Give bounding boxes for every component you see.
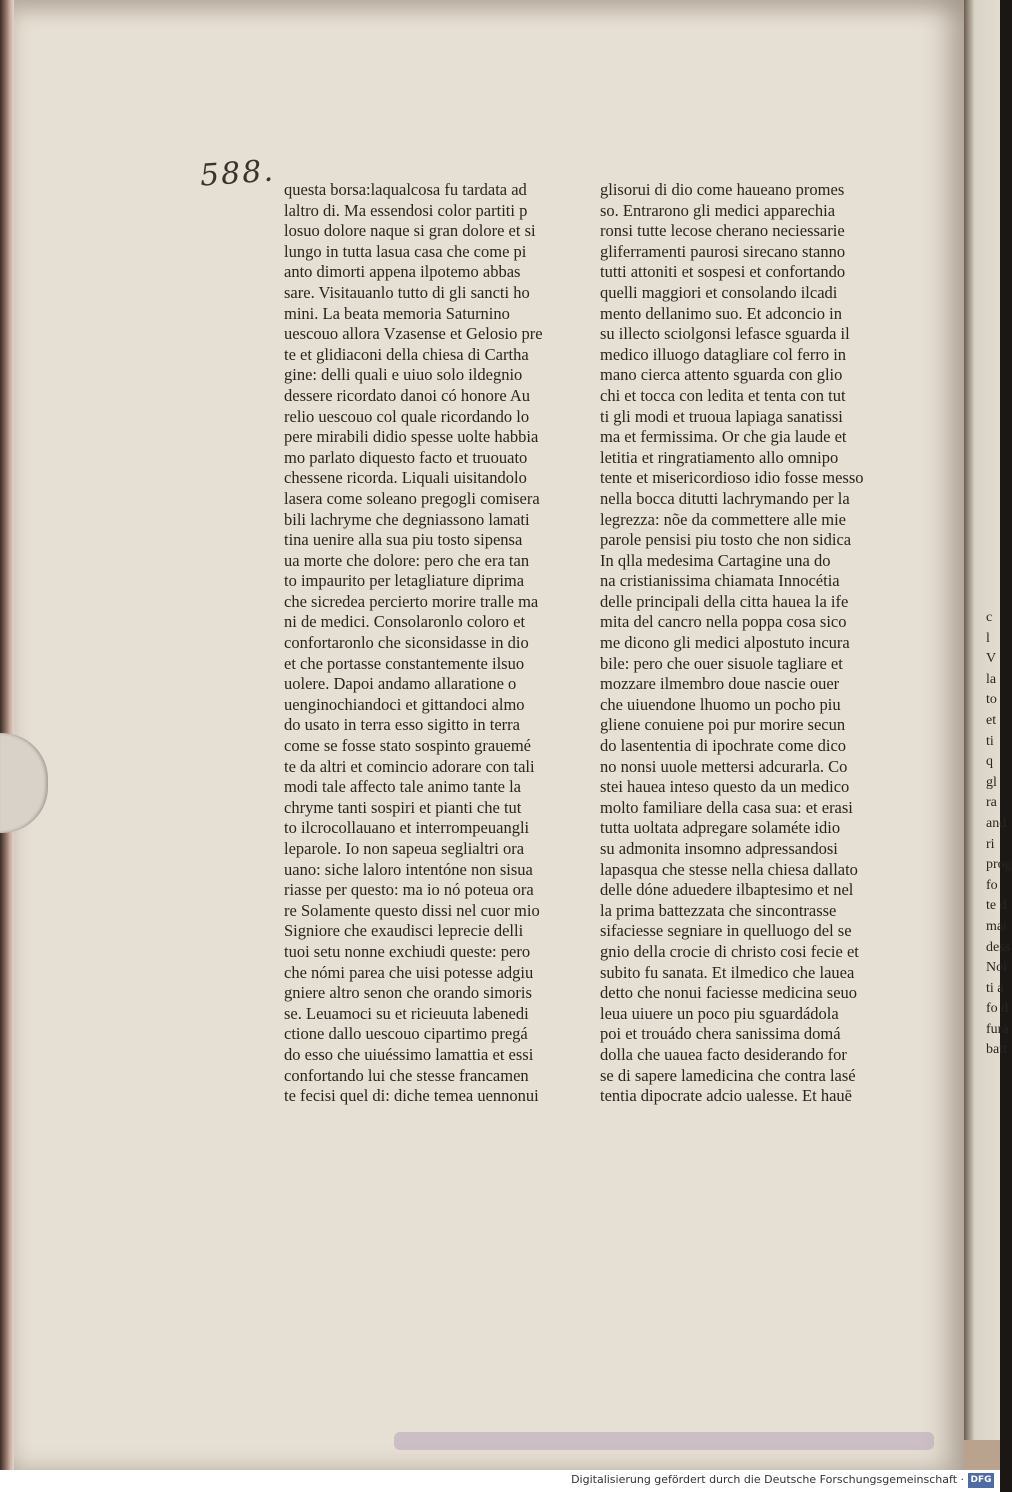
text-line: tina uenire alla sua piu tosto sipensa <box>284 530 523 550</box>
text-line: me dicono gli medici alpostuto incura <box>600 633 850 653</box>
text-line: sifaciesse segniare in quelluogo del se <box>600 921 852 941</box>
text-line: tente et misericordioso idio fosse messo <box>600 468 864 488</box>
text-line: ti a <box>986 980 1004 996</box>
text-line: V <box>986 651 997 667</box>
text-line: tentia dipocrate adcio ualesse. Et hauē <box>600 1086 852 1106</box>
text-line: bile: pero che ouer sisuole tagliare et <box>600 653 843 673</box>
text-line: la <box>986 671 997 687</box>
text-line: c <box>986 610 993 625</box>
text-line: stei hauea inteso questo da un medico <box>600 777 850 797</box>
funding-notice: Digitalisierung gefördert durch die Deutsche Forschungsgemeinschaft · <box>571 1473 964 1486</box>
text-line: come se fosse stato sospinto grauemé <box>284 736 531 756</box>
text-line: pere mirabili didio spesse uolte habbia <box>284 427 539 447</box>
text-line: ti <box>986 733 994 749</box>
text-line: leua uiuere un poco piu sguardádola <box>600 1003 839 1023</box>
text-line: gnio della crocie di christo cosi fecie et <box>600 941 859 961</box>
text-line: tutti attoniti et sospesi et confortando <box>600 262 846 282</box>
text-line: ri <box>986 836 995 852</box>
text-line: batt <box>986 1042 1007 1058</box>
text-line: q <box>986 754 993 770</box>
text-line: ra <box>986 795 997 811</box>
text-line: lapasqua che stesse nella chiesa dallato <box>600 859 858 879</box>
text-line: to ilcrocollauano et interrompeuangli <box>284 818 530 838</box>
text-line: dess <box>986 939 1011 955</box>
text-line: te fecisi quel di: diche temea uennonui <box>284 1086 539 1106</box>
text-line: che nómi parea che uisi potesse adgiu <box>284 962 534 982</box>
text-line: delle principali della citta hauea la ife <box>600 591 849 611</box>
text-line: su illecto sciolgonsi lefasce sguarda il <box>600 324 850 344</box>
dfg-logo: DFG <box>968 1473 994 1488</box>
text-line: ua morte che dolore: pero che era tan <box>284 550 530 570</box>
text-line: lasera come soleano pregogli comisera <box>284 488 540 508</box>
text-line: laltro di. Ma essendosi color partiti p <box>284 200 528 220</box>
text-line: and <box>986 815 1007 831</box>
text-line: to <box>986 692 997 708</box>
footer-bar <box>0 1470 1000 1492</box>
text-line: parole pensisi piu tosto che non sidica <box>600 530 852 550</box>
text-line: la prima battezzata che sincontrasse <box>600 900 837 920</box>
text-line: leparole. Io non sapeua seglialtri ora <box>284 839 525 858</box>
text-line: gine: delli quali e uiuo solo ildegnio <box>284 365 523 385</box>
right-text-column <box>600 180 890 1107</box>
text-line: medico illuogo datagliare col ferro in <box>600 344 847 364</box>
facing-page-text <box>986 608 1012 1061</box>
book-page <box>14 0 964 1470</box>
text-line: do esso che uiuéssimo lamattia et essi <box>284 1044 534 1064</box>
text-line: gliene conuiene poi pur morire secun <box>600 715 846 735</box>
text-line: mai <box>986 918 1007 934</box>
text-line: se di sapere lamedicina che contra lasé <box>600 1065 856 1085</box>
text-line: mento dellanimo suo. Et adconcio in <box>600 303 842 323</box>
text-line: glisorui di dio come haueano promes <box>600 180 845 199</box>
text-line: chryme tanti sospiri et pianti che tut <box>284 797 522 817</box>
text-line: gniere altro senon che orando simoris <box>284 983 532 1003</box>
text-line: mo parlato diquesto facto et truouato <box>284 447 528 467</box>
text-line: uano: siche laloro intentóne non sisua <box>284 859 533 879</box>
text-line: quelli maggiori et consolando ilcadi <box>600 282 838 302</box>
text-line: letitia et ringratiamento allo omnipo <box>600 447 839 467</box>
text-line: na cristianissima chiamata Innocétia <box>600 571 840 591</box>
text-line: chessene ricorda. Liquali uisitandolo <box>284 468 527 488</box>
text-line: ma et fermissima. Or che gia laude et <box>600 427 847 447</box>
text-line: subito fu sanata. Et ilmedico che lauea <box>600 962 855 982</box>
text-line: no nonsi uuole mettersi adcurarla. Co <box>600 756 848 776</box>
text-line: su admonita insomno adpressandosi <box>600 839 838 858</box>
text-line: modi tale affecto tale animo tante la <box>284 777 522 797</box>
text-line: In qlla medesima Cartagine una do <box>600 550 831 570</box>
text-line: questa borsa:laqualcosa fu tardata ad <box>284 180 527 199</box>
text-line: ni de medici. Consolaronlo coloro et <box>284 612 526 632</box>
text-line: ronsi tutte lecose cherano neciessarie <box>600 221 845 241</box>
text-line: dessere ricordato danoi có honore Au <box>284 385 531 405</box>
page-number: 588. <box>198 153 276 194</box>
text-line: anto dimorti appena ilpotemo abbas <box>284 262 521 282</box>
text-line: lungo in tutta lasua casa che come pi <box>284 241 527 261</box>
text-line: mini. La beata memoria Saturnino <box>284 303 510 323</box>
text-line: te d <box>986 898 1007 914</box>
text-line: fo d <box>986 1001 1009 1017</box>
text-line: te da altri et comincio adorare con tali <box>284 756 535 776</box>
text-line: bili lachryme che degniassono lamati <box>284 509 530 529</box>
text-line: so. Entrarono gli medici apparechia <box>600 200 836 220</box>
text-line: molto familiare della casa sua: et erasi <box>600 797 853 817</box>
text-line: losuo dolore naque si gran dolore et si <box>284 221 536 241</box>
text-line: uenginochiandoci et gittandoci almo <box>284 694 525 714</box>
text-line: che uiuendone lhuomo un pocho piu <box>600 694 841 714</box>
text-line: legrezza: nõe da commettere alle mie <box>600 509 846 529</box>
text-line: ti gli modi et truoua lapiaga sanatissi <box>600 406 843 426</box>
text-line: riasse per questo: ma io nó poteua ora <box>284 880 534 900</box>
text-line: mano cierca attento sguarda con glio <box>600 365 843 385</box>
text-line: prog <box>986 857 1012 873</box>
text-line: sare. Visitauanlo tutto di gli sancti ho <box>284 282 530 302</box>
text-line: delle dóne aduedere ilbaptesimo et nel <box>600 880 854 900</box>
text-line: gl <box>986 774 997 790</box>
text-line: et che portasse constantemente ilsuo <box>284 653 525 673</box>
text-line: relio uescouo col quale ricordando lo <box>284 406 530 426</box>
text-line: do usato in terra esso sigitto in terra <box>284 715 520 735</box>
text-line: re Solamente questo dissi nel cuor mio <box>284 900 540 920</box>
text-line: confortando lui che stesse francamen <box>284 1065 529 1085</box>
text-line: detto che nonui faciesse medicina seuo <box>600 983 858 1003</box>
text-line: to impaurito per letagliature diprima <box>284 571 525 591</box>
text-line: mita del cancro nella poppa cosa sico <box>600 612 847 632</box>
text-line: se. Leuamoci su et ricieuuta labenedi <box>284 1003 529 1023</box>
text-line: Noi <box>986 960 1007 976</box>
text-line: do lasententia di ipochrate come dico <box>600 736 847 756</box>
text-line: chi et tocca con ledita et tenta con tut <box>600 385 846 405</box>
text-line: et <box>986 712 997 728</box>
text-line: tutta uoltata adpregare solaméte idio <box>600 818 841 838</box>
text-line: gliferramenti paurosi sirecano stanno <box>600 241 846 261</box>
text-line: Signiore che exaudisci leprecie delli <box>284 921 524 941</box>
text-line: dolla che uauea facto desiderando for <box>600 1044 847 1064</box>
text-line: che sicredea percierto morire tralle ma <box>284 591 539 611</box>
text-line: tuoi setu nonne exchiudi queste: pero <box>284 941 531 961</box>
text-line: fura <box>986 1021 1009 1037</box>
facing-page-bottom <box>964 1440 1000 1470</box>
text-line: te et glidiaconi della chiesa di Cartha <box>284 344 529 364</box>
text-line: mozzare ilmembro doue nascie ouer <box>600 674 840 694</box>
text-line: fo <box>986 877 998 893</box>
text-line: l <box>986 630 990 646</box>
text-line: poi et trouádo chera sanissima domá <box>600 1024 841 1044</box>
text-line: confortaronlo che siconsidasse in dio <box>284 633 529 653</box>
bottom-stain <box>394 1432 934 1450</box>
text-line: nella bocca ditutti lachrymando per la <box>600 488 850 508</box>
text-line: uescouo allora Vzasense et Gelosio pre <box>284 324 543 344</box>
text-line: ctione dallo uescouo cipartimo pregá <box>284 1024 528 1044</box>
text-line: uolere. Dapoi andamo allaratione o <box>284 674 517 694</box>
left-text-column <box>284 180 574 1107</box>
